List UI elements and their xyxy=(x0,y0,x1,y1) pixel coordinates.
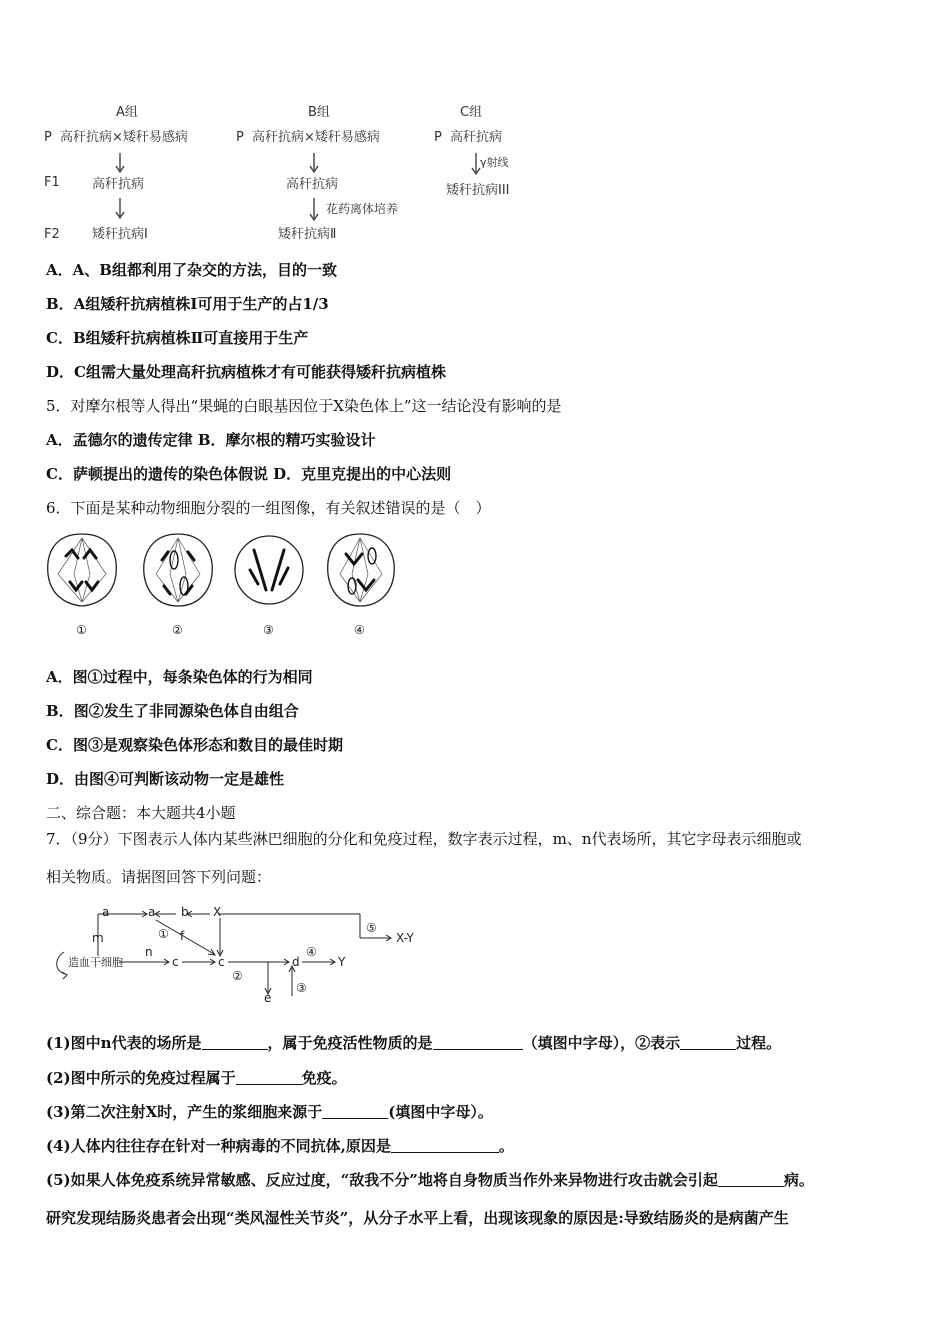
q7-stem-1: 7．（9分）下图表示人体内某些淋巴细胞的分化和免疫过程，数字表示过程，m、n代表场所，其它字母表示细胞或 xyxy=(46,830,802,848)
a-f1: 高秆抗病 xyxy=(92,177,145,192)
group-b-label: B组 xyxy=(308,105,330,120)
q7-stem-2: 相关物质。请据图回答下列问题： xyxy=(46,868,272,886)
answer-blank-7[interactable] xyxy=(718,1172,784,1187)
proc-2: ② xyxy=(232,969,243,983)
f1-label: F1 xyxy=(44,175,60,190)
c-p-label: P xyxy=(434,130,442,145)
cell-division-figure xyxy=(44,530,414,642)
proc-1: ① xyxy=(158,927,169,941)
node-f: f xyxy=(180,929,185,943)
breeding-diagram xyxy=(40,98,540,248)
answer-blank-3[interactable] xyxy=(680,1035,736,1050)
b-step: 花药离体培养 xyxy=(326,202,399,216)
q6-stem: 6．下面是某种动物细胞分裂的一组图像，有关叙述错误的是（ ） xyxy=(46,499,491,517)
cell-label-3: ③ xyxy=(263,623,274,637)
q7-sub-5: (5)如果人体免疫系统异常敏感、反应过度，“敌我不分”地将自身物质当作外来异物进行攻击就会引起 病。 xyxy=(46,1171,814,1189)
node-d: d xyxy=(292,955,300,969)
node-c-2: c xyxy=(218,955,225,969)
q5-stem: 5．对摩尔根等人得出“果蝇的白眼基因位于X染色体上”这一结论没有影响的是 xyxy=(46,397,562,415)
answer-blank-2[interactable] xyxy=(433,1035,523,1050)
node-x: X xyxy=(213,905,222,919)
b-p-label: P xyxy=(236,130,244,145)
q6-option-c: C．图③是观察染色体形态和数目的最佳时期 xyxy=(46,736,343,754)
q4-option-a: A．A、B组都利用了杂交的方法，目的一致 xyxy=(46,261,337,279)
immune-diagram xyxy=(50,900,440,1008)
b-cross: 高秆抗病×矮秆易感病 xyxy=(252,130,380,145)
cell-4 xyxy=(328,534,395,606)
a-f2: 矮秆抗病Ⅰ xyxy=(92,227,148,242)
group-a-label: A组 xyxy=(116,105,138,120)
cell-label-2: ② xyxy=(172,623,183,637)
q7-sub-2: (2)图中所示的免疫过程属于 免疫。 xyxy=(46,1069,347,1087)
proc-3: ③ xyxy=(296,981,307,995)
q5-options-cd: C．萨顿提出的遗传的染色体假说 D．克里克提出的中心法则 xyxy=(46,465,452,483)
b-f2: 矮秆抗病Ⅱ xyxy=(278,227,337,242)
stem-cell: 造血干细胞 xyxy=(68,956,123,969)
proc-4: ④ xyxy=(306,945,317,959)
node-a-left: a xyxy=(102,905,110,919)
q6-option-b: B．图②发生了非同源染色体自由组合 xyxy=(46,702,299,720)
q6-option-d: D．由图④可判断该动物一定是雄性 xyxy=(46,770,285,788)
b-f1: 高秆抗病 xyxy=(286,177,339,192)
node-c-1: c xyxy=(172,955,179,969)
a-p-label: P xyxy=(44,130,52,145)
cell-3 xyxy=(235,536,303,604)
cell-1 xyxy=(48,534,117,606)
label-m: m xyxy=(92,931,104,945)
node-xy: X-Y xyxy=(396,931,414,945)
q4-option-b: B．A组矮秆抗病植株Ⅰ可用于生产的占1/3 xyxy=(46,295,329,313)
label-n: n xyxy=(145,945,153,959)
q7-sub-3: (3)第二次注射X时，产生的浆细胞来源于 (填图中字母）。 xyxy=(46,1103,493,1121)
f2-label: F2 xyxy=(44,227,60,242)
c-step: γ射线 xyxy=(480,156,509,169)
node-a: a xyxy=(148,905,156,919)
q6-option-a: A．图①过程中，每条染色体的行为相同 xyxy=(46,668,313,686)
group-c-label: C组 xyxy=(460,105,483,120)
q4-option-c: C．B组矮秆抗病植株Ⅱ可直接用于生产 xyxy=(46,329,309,347)
q4-option-d: D．C组需大量处理高秆抗病植株才有可能获得矮秆抗病植株 xyxy=(46,363,446,381)
q7-sub-5-continued: 研究发现结肠炎患者会出现“类风湿性关节炎”，从分子水平上看，出现该现象的原因是:导致结肠炎的是病菌产生 xyxy=(46,1209,789,1227)
node-e: e xyxy=(264,991,272,1005)
section-2-heading: 二、综合题：本大题共4小题 xyxy=(46,804,236,822)
answer-blank-1[interactable] xyxy=(202,1035,268,1050)
answer-blank-4[interactable] xyxy=(236,1070,302,1085)
answer-blank-6[interactable] xyxy=(391,1138,499,1153)
q7-sub-4: (4)人体内往往存在针对一种病毒的不同抗体,原因是 。 xyxy=(46,1137,514,1155)
c-result: 矮秆抗病III xyxy=(446,183,510,198)
proc-5: ⑤ xyxy=(366,921,377,935)
a-cross: 高秆抗病×矮秆易感病 xyxy=(60,130,188,145)
immune-arrows xyxy=(57,911,391,996)
cell-label-4: ④ xyxy=(354,623,365,637)
answer-blank-5[interactable] xyxy=(322,1104,388,1119)
q5-options-ab: A．孟德尔的遗传定律 B．摩尔根的精巧实验设计 xyxy=(46,431,376,449)
cell-2 xyxy=(144,534,212,606)
node-b: b xyxy=(181,905,189,919)
c-parent: 高秆抗病 xyxy=(450,130,503,145)
cell-label-1: ① xyxy=(76,623,87,637)
node-y: Y xyxy=(338,955,346,969)
q7-sub-1: (1)图中n代表的场所是 ，属于免疫活性物质的是 （填图中字母），②表示 过程。 xyxy=(46,1034,782,1052)
